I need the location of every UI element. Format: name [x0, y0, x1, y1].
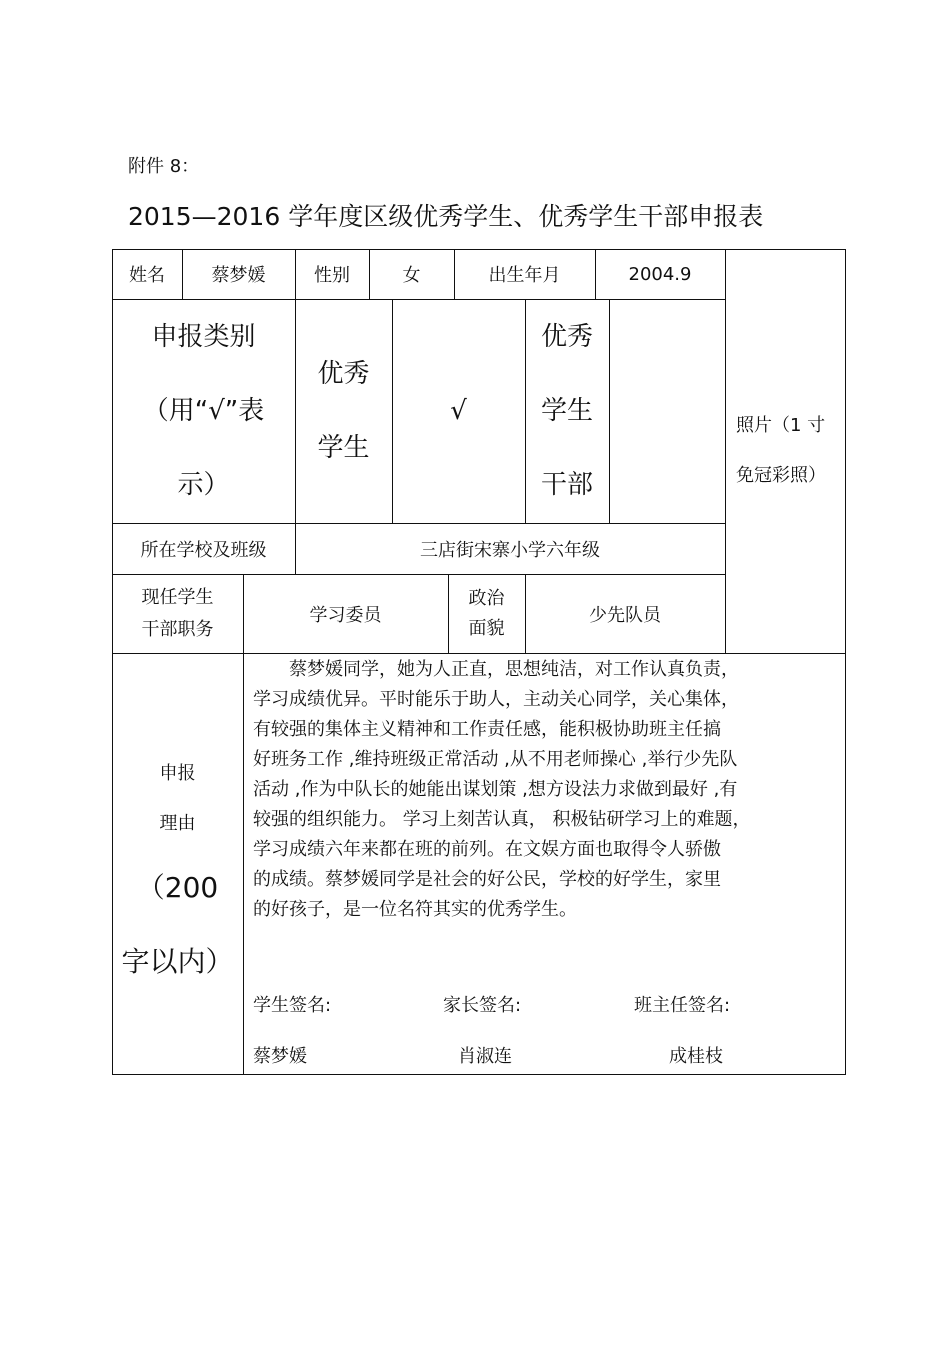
photo-placeholder [726, 249, 845, 653]
option-excellent-cadre-line3: 干部 [540, 470, 593, 500]
school-label: 所在学校及班级 [140, 539, 267, 561]
teacher-signature: 成桂枝 [669, 1046, 723, 1067]
option-excellent-cadre [525, 299, 609, 523]
photo-label-line1: 照片（1 寸 [736, 415, 826, 436]
application-form-table [112, 249, 846, 1075]
category-label-line1: 申报类别 [151, 322, 256, 352]
parent-signature-label: 家长签名: [443, 995, 522, 1016]
name-label: 姓名 [129, 265, 165, 286]
name-value: 蔡梦媛 [211, 265, 266, 286]
political-label-line1: 政治 [468, 587, 505, 609]
reason-line: 好班务工作 ,维持班级正常活动 ,从不用老师操心 ,举行少先队 [253, 749, 738, 770]
political-label-line2: 面貌 [468, 617, 505, 639]
political-value: 少先队员 [589, 604, 661, 626]
school-value: 三店街宋寨小学六年级 [420, 539, 600, 561]
birth-label: 出生年月 [488, 265, 561, 286]
position-value: 学习委员 [309, 604, 382, 626]
attachment-label: 附件 8： [128, 156, 200, 177]
reason-text [253, 655, 750, 925]
reason-line: 较强的组织能力。 学习上刻苦认真， 积极钻研学习上的难题， [253, 809, 751, 830]
reason-line: 的好孩子，是一位名符其实的优秀学生。 [253, 899, 577, 920]
reason-label-line3: （200 [136, 871, 219, 904]
teacher-signature-label: 班主任签名: [634, 995, 731, 1016]
political-label [448, 574, 525, 653]
option-excellent-student-checkmark: √ [450, 396, 467, 426]
reason-line: 活动 ,作为中队长的她能出谋划策 ,想方设法力求做到最好 ,有 [253, 779, 738, 800]
category-label-line2: （用“√”表 [142, 396, 265, 426]
reason-label-line4: 字以内） [121, 945, 234, 978]
position-label-line2: 干部职务 [141, 618, 214, 640]
option-excellent-student-line2: 学生 [317, 433, 370, 463]
option-excellent-cadre-line1: 优秀 [540, 322, 593, 352]
category-label-line3: 示） [177, 470, 230, 500]
gender-label: 性别 [314, 265, 350, 286]
category-label [112, 299, 295, 523]
reason-line: 蔡梦媛同学，她为人正直，思想纯洁，对工作认真负责， [253, 659, 739, 680]
option-excellent-student-line1: 优秀 [317, 359, 370, 389]
option-excellent-cadre-line2: 学生 [540, 396, 593, 426]
reason-label [112, 653, 243, 1074]
reason-label-line1: 申报 [159, 763, 196, 784]
birth-value: 2004.9 [628, 263, 692, 285]
position-label [112, 574, 243, 653]
parent-signature: 肖淑连 [458, 1046, 512, 1067]
student-signature-label: 学生签名: [253, 995, 332, 1016]
border-bottom [112, 1074, 846, 1075]
option-excellent-cadre-checkmark [609, 299, 725, 523]
photo-label-line2: 免冠彩照） [736, 465, 826, 486]
student-signature: 蔡梦媛 [253, 1046, 307, 1067]
reason-line: 学习成绩优异。平时能乐于助人，主动关心同学，关心集体， [253, 689, 739, 710]
document-title: 2015—2016 学年度区级优秀学生、优秀学生干部申报表 [128, 202, 764, 231]
reason-line: 的成绩。蔡梦媛同学是社会的好公民，学校的好学生，家里 [253, 869, 721, 890]
reason-line: 学习成绩六年来都在班的前列。在文娱方面也取得令人骄傲 [253, 839, 721, 860]
option-excellent-student [295, 299, 392, 523]
border-right [845, 249, 846, 1075]
reason-label-line2: 理由 [159, 813, 196, 834]
position-label-line1: 现任学生 [141, 586, 214, 608]
gender-value: 女 [402, 265, 421, 286]
reason-line: 有较强的集体主义精神和工作责任感，能积极协助班主任搞 [253, 719, 721, 740]
